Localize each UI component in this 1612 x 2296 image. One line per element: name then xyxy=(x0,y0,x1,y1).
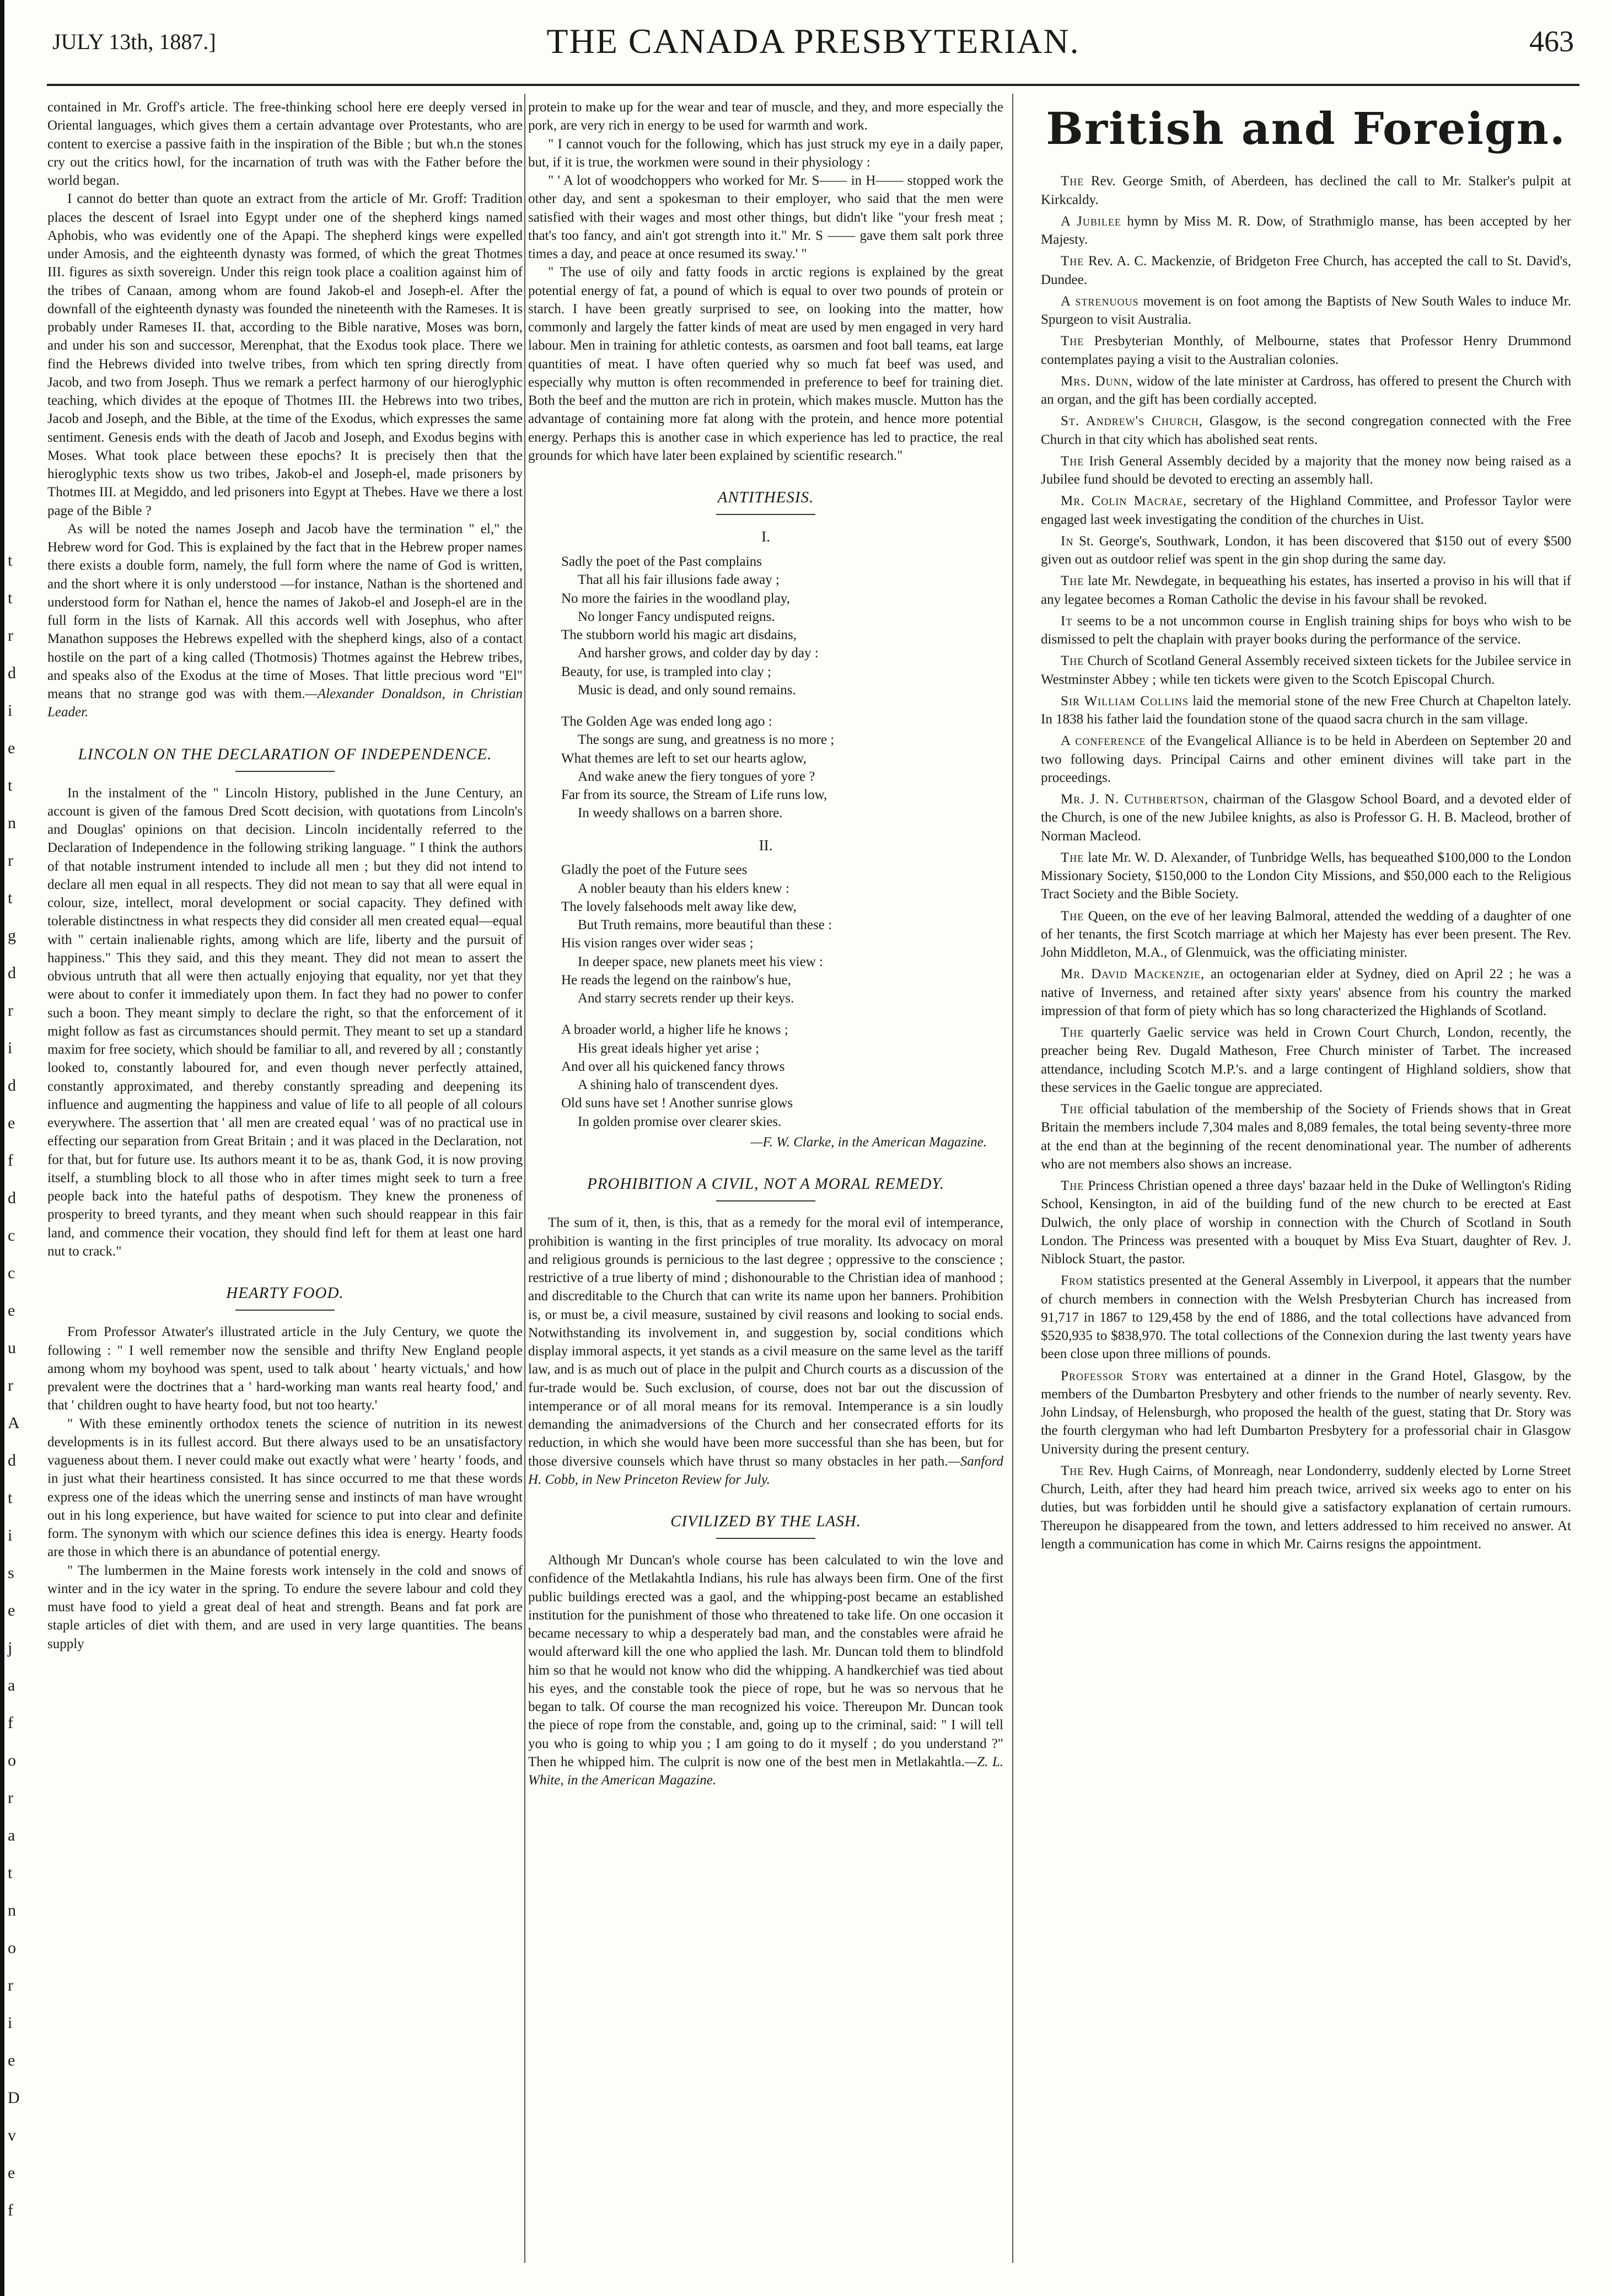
margin-mark: a xyxy=(8,1676,15,1694)
article-paragraph: " I cannot vouch for the following, which has just struck my eye in a daily paper, but, if it is true, the workmen were sound in their physiology : xyxy=(528,136,1003,170)
news-items xyxy=(1041,172,1571,1553)
poem-line: A broader world, a higher life he knows ; xyxy=(561,1022,788,1038)
news-item-text: chairman of the Glasgow School Board, and a devoted elder of the Church, is one of the new Jubilee knights, as also is Professor G. H. B. Macleod, brother of Norman Macleod. xyxy=(1041,792,1571,844)
margin-mark: u xyxy=(8,1339,16,1357)
margin-mark: e xyxy=(8,1114,15,1132)
margin-mark: t xyxy=(8,776,13,795)
news-item xyxy=(1041,1100,1571,1173)
news-item-lead: The xyxy=(1061,174,1084,189)
news-item-text: statistics presented at the General Assembly in Liverpool, it appears that the number of church members in connection with the Welsh Presbyterian Church has increased from 91,717 in 1867 to 129,458 by the end of 1886, and the total collections have advanced from $520,935 to $838,970. The total collections of the Connexion during the last twenty years have been close upon three millions of pounds. xyxy=(1041,1273,1571,1362)
article-paragraph xyxy=(528,1214,1003,1489)
news-item xyxy=(1041,372,1571,409)
news-item xyxy=(1041,1023,1571,1097)
margin-mark: t xyxy=(8,1864,13,1882)
poem-line: His great ideals higher yet arise ; xyxy=(578,1040,760,1056)
poem-line: The Golden Age was ended long ago : xyxy=(561,714,772,729)
page-number: 463 xyxy=(1529,25,1574,58)
poem-line: He reads the legend on the rainbow's hue, xyxy=(561,972,791,988)
poem-line: A shining halo of transcendent dyes. xyxy=(578,1077,778,1093)
margin-mark: r xyxy=(8,1376,13,1394)
margin-mark: t xyxy=(8,551,13,570)
news-item-text: hymn by Miss M. R. Dow, of Strathmiglo manse, has been accepted by her Majesty. xyxy=(1041,213,1571,248)
article-paragraph: " The use of oily and fatty foods in arctic regions is explained by the great potential energy of fat, a pound of which is equal to over two pounds of protein or starch. I have been greatly surprised to see, on looking into the matter, how commonly and largely the fatter kinds of meat are used by men engaged in very hard labour. Men in training for athletic contests, as oarsmen and foot ball teams, eat large quantities of meat. I have often queried why so much fat beef was used, and especially why mutton is often recommended in preference to beef for training diet. Both the beef and the mutton are rich in protein, which makes muscle. Mutton has the advantage of containing more fat along with the protein, and hence more potential energy. Perhaps this is another case in which experience has led to practice, the real grounds for which have later been explained by scientific research." xyxy=(528,265,1003,463)
news-item xyxy=(1041,907,1571,962)
news-item-lead: A Jubilee xyxy=(1061,213,1121,229)
column-rule xyxy=(524,94,525,2263)
news-item xyxy=(1041,172,1571,209)
margin-mark: d xyxy=(8,1451,16,1469)
margin-mark: r xyxy=(8,851,13,870)
news-item xyxy=(1041,252,1571,289)
column-2 xyxy=(528,98,1003,2263)
poem-part-number: II. xyxy=(759,836,773,854)
margin-mark: t xyxy=(8,889,13,907)
column-3 xyxy=(1041,98,1571,2263)
news-item-lead: In xyxy=(1061,533,1074,549)
margin-mark: i xyxy=(8,1039,13,1057)
heading-rule xyxy=(716,514,815,515)
poem-line: And starry secrets render up their keys. xyxy=(578,991,794,1006)
news-item xyxy=(1041,1367,1571,1458)
header-rule xyxy=(47,84,1579,86)
news-item xyxy=(1041,292,1571,329)
paragraph-text: As will be noted the names Joseph and Jacob have the termination " el," the Hebrew word for God. This is explained by the fact that in the Hebrew proper names there exists a double form, namely, the full form where the name of God is written, and the short where it is only understood —for instance, Nathan is the shortened and understood form for Nathan el, hence the names of Jakob-el and Joseph-el are in the full form in the lists of Karnak. All this accords well with Josephus, who after Manathon supposes the Hebrews expelled with the shepherd kings, also of a contact hostile on the part of a king called (Thotmosis) Thotmes against the Hebrew tribes, and speaks also of the Exodus at the time of Moses. That little precious word "El" means that no strange god was with them. xyxy=(47,521,523,701)
margin-mark: j xyxy=(8,1639,13,1657)
news-item xyxy=(1041,612,1571,649)
news-item-text: Rev. A. C. Mackenzie, of Bridgeton Free Church, has accepted the call to St. David's, Dundee. xyxy=(1041,254,1571,287)
news-item-lead: The xyxy=(1061,653,1084,669)
news-item-text: Church of Scotland General Assembly received sixteen tickets for the Jubilee service in Westminster Abbey ; while ten tickets were given to the Scotch Episcopal Church. xyxy=(1041,653,1571,687)
news-item-lead: It xyxy=(1061,613,1073,629)
news-item-text: Rev. Hugh Cairns, of Monreagh, near Londonderry, suddenly elected by Lorne Street Church, Leith, after they had heard him preach twice, arrived six weeks ago to enter on his duties, but was forbidden until he should give a satisfactory explanation of certain rumours. Thereupon he disappeared from the town, and letters addressed to him received no answer. At length a communication has come in which Mr. Cairns resigns the appointment. xyxy=(1041,1463,1571,1552)
news-item-lead: The xyxy=(1061,1102,1084,1117)
margin-mark: e xyxy=(8,2051,15,2069)
heading-rule xyxy=(235,771,335,772)
news-item-text: Queen, on the eve of her leaving Balmoral, attended the wedding of a daughter of one of her tenants, the first Scotch marriage at which her Majesty has ever been present. The Rev. John Middleton, M.A., of Glenmuick, was the officiating minister. xyxy=(1041,908,1571,961)
news-item-text: seems to be a not uncommon course in English training ships for boys who wish to be dismissed to pelt the chaplain with prayer books during the performance of the service. xyxy=(1041,613,1571,647)
margin-mark: r xyxy=(8,1976,13,1994)
poem-attribution: —F. W. Clarke, in the American Magazine. xyxy=(750,1134,987,1150)
poem-line: What themes are left to set our hearts aglow, xyxy=(561,750,807,766)
news-item xyxy=(1041,1462,1571,1553)
british-and-foreign-title: British and Foreign. xyxy=(1046,103,1566,154)
article-paragraph: " ' A lot of woodchoppers who worked for Mr. S—— in H—— stopped work the other day, and sent a spokesman to their employer, who said that the men were satisfied with their wages and most other things, but didn't like "your fresh meat ; that's too fancy, and ain't got strength into it." Mr. S —— gave them salt pork three times a day, and peace at once resumed its sway.' " xyxy=(528,173,1003,261)
margin-mark: c xyxy=(8,1264,15,1282)
poem-line: No longer Fancy undisputed reigns. xyxy=(578,609,775,624)
news-item-lead: The xyxy=(1061,908,1084,924)
news-item-lead: The xyxy=(1061,453,1084,469)
news-item xyxy=(1041,212,1571,249)
margin-mark: f xyxy=(8,2201,13,2219)
news-item-lead: A conference xyxy=(1061,733,1146,749)
poem-line: The stubborn world his magic art disdains, xyxy=(561,627,797,643)
attribution: —Z. L. White, in the American Magazine. xyxy=(528,1754,1003,1788)
section-heading-prohibition: PROHIBITION A CIVIL, NOT A MORAL REMEDY. xyxy=(587,1175,944,1193)
section-heading-antithesis: ANTITHESIS. xyxy=(717,489,814,506)
attribution: —Alexander Donaldson, in Christian Leader. xyxy=(47,686,523,720)
margin-mark: n xyxy=(8,1901,16,1919)
poem-line: The songs are sung, and greatness is no more ; xyxy=(578,732,835,748)
news-item-lead: The xyxy=(1061,334,1084,349)
poem-line: Far from its source, the Stream of Life runs low, xyxy=(561,787,828,803)
news-item-lead: Mr. David Mackenzie, xyxy=(1061,967,1205,982)
margin-bleed-marks xyxy=(8,99,29,2250)
poem-line: No more the fairies in the woodland play, xyxy=(561,591,790,606)
poem-line: Beauty, for use, is trampled into clay ; xyxy=(561,664,771,679)
news-item-lead: The xyxy=(1061,1025,1084,1040)
margin-mark: d xyxy=(8,664,16,682)
news-item xyxy=(1041,849,1571,904)
poem-line: In weedy shallows on a barren shore. xyxy=(578,806,783,821)
news-item-lead: Professor Story xyxy=(1061,1368,1169,1383)
paragraph-text: Although Mr Duncan's whole course has been calculated to win the love and confidence of the Metlakahtla Indians, his rule has always been firm. One of the first public buildings erected was a gaol, and the whipping-post became an established institution for the punishment of those who threatened to take life. On one occasion it became necessary to whip a desperately bad man, and the constables were afraid he would afterward kill the one who applied the lash. Mr. Duncan told them to blindfold him so that he would not know who did the whipping. A handkerchief was tied about his eyes, and the constable took the piece of rope, but he was so nervous that he began to talk. Of course the man recognized his voice. Thereupon Mr. Duncan took the piece of rope from the constable, and, going up to the criminal, said: " I will tell you who is going to whip you ; I am going to do it myself ; do you understand ?" Then he whipped him. The culprit is now one of the best men in Metlakahtla. xyxy=(528,1553,1003,1769)
poem-stanza xyxy=(561,1021,1003,1131)
article-paragraph: protein to make up for the wear and tear of muscle, and they, and more especially the pork, are very rich in energy to be used for warmth and work. xyxy=(528,100,1003,133)
news-item-lead: Mr. J. N. Cuthbertson, xyxy=(1061,792,1209,807)
margin-mark: o xyxy=(8,1939,16,1957)
news-item xyxy=(1041,332,1571,369)
column-1 xyxy=(47,98,523,2263)
poem-line: And over all his quickened fancy throws xyxy=(561,1059,785,1074)
heading-rule xyxy=(716,1538,815,1539)
news-item-lead: A strenuous xyxy=(1061,293,1139,309)
margin-mark: r xyxy=(8,626,13,645)
attribution: —Sanford H. Cobb, in New Princeton Review for July. xyxy=(528,1453,1003,1487)
news-item-text: secretary of the Highland Committee, and Professor Taylor were engaged last week investigating the condition of the churches in Uist. xyxy=(1041,493,1571,527)
news-item xyxy=(1041,1177,1571,1268)
margin-mark: d xyxy=(8,964,16,982)
news-item xyxy=(1041,1272,1571,1363)
article-paragraph xyxy=(528,1551,1003,1789)
margin-mark: t xyxy=(8,1489,13,1507)
page-header xyxy=(52,21,1574,73)
article-paragraph: I cannot do better than quote an extract from the article of Mr. Groff: Tradition places the descent of Israel into Egypt under one of the shepherd kings named Aphobis, who was evidently one of the Apapi. The shepherd kings were expelled under Amosis, and the eighteenth dynasty was formed, of which the great Thotmes III. figures as sixth sovereign. Under this reign took place a coalition against him of the tribes of Canaan, among whom are found Jakob-el and Joseph-el. After the downfall of the eighteenth dynasty was founded the nineteenth with the Rameses. It is probably under Rameses II. that, according to the Bible narative, Moses was born, and under his son and successor, Merenphat, that the Exodus took place. There we find the Hebrews divided into twelve tribes, from which ten spring directly from Jacob, and two from Joseph. Thus we remark a perfect harmony of our hieroglyphic teaching, which divides at the epoque of Thotmes III. the Hebrews into two tribes, Jacob and Joseph, and the Bible, at the time of the Exodus, which expresses the same sentiment. Genesis ends with the death of Jacob and Joseph, and Exodus begins with Moses. What took place between these epochs? It is precisely then that the hieroglyphic texts show us two tribes, Jakob-el and Joseph-el, made prisoners by Thotmes III. at Megiddo, and led prisoners into Egypt at Thebes. Have we there a lost page of the Bible ? xyxy=(47,191,523,518)
margin-mark: i xyxy=(8,1526,13,1544)
news-item xyxy=(1041,452,1571,489)
section-heading-civilized: CIVILIZED BY THE LASH. xyxy=(670,1512,861,1531)
poem-line: But Truth remains, more beautiful than these : xyxy=(578,918,832,933)
poem-line: Gladly the poet of the Future sees xyxy=(561,862,748,878)
margin-mark: n xyxy=(8,814,16,832)
poem-part-number: I. xyxy=(761,528,770,545)
margin-mark: i xyxy=(8,2014,13,2032)
margin-mark: e xyxy=(8,2164,15,2182)
news-item-text: Irish General Assembly decided by a majority that the money now being raised as a Jubilee fund should be devoted to erecting an assembly hall. xyxy=(1041,453,1571,487)
news-item-text: late Mr. Newdegate, in bequeathing his estates, has inserted a proviso in his will that if any legatee becomes a Roman Catholic the devise in his favour shall be revoked. xyxy=(1041,573,1571,607)
news-item xyxy=(1041,692,1571,729)
poem-stanza xyxy=(561,552,1003,699)
section-heading-hearty-food: HEARTY FOOD. xyxy=(226,1284,344,1302)
margin-mark: c xyxy=(8,1226,15,1244)
heading-rule xyxy=(716,1200,815,1201)
news-item-text: Rev. George Smith, of Aberdeen, has declined the call to Mr. Stalker's pulpit at Kirkcaldy. xyxy=(1041,174,1571,207)
news-item-lead: St. Andrew's Church, xyxy=(1061,414,1203,429)
article-paragraph: From Professor Atwater's illustrated article in the July Century, we quote the following : " I well remember now the sensible and thrifty New England people among whom my boyhood was spent, used to talk about ' hearty victuals,' and how prevalent were the doctrines that a ' hard-working man wants real hearty food,' and that ' children ought to have hearty food, but not too hearty.' xyxy=(47,1324,523,1413)
margin-mark: i xyxy=(8,701,13,720)
news-item-text: quarterly Gaelic service was held in Crown Court Church, London, recently, the preacher being Rev. Dugald Matheson, Free Church minister of Tarbet. The increased attendance, including Scotch M.P.'s. and a large contingent of Highland soldiers, show that these services in the Gaelic tongue are appreciated. xyxy=(1041,1025,1571,1095)
news-item xyxy=(1041,790,1571,845)
article-paragraph: " With these eminently orthodox tenets the science of nutrition in its newest developments is in its fullest accord. But there always used to be an unsatisfactory vagueness about them. I never could make out exactly what were ' hearty ' foods, and in just what their heartiness consisted. It has since occurred to me that these words express one of the ideas which the unerring sense and instincts of man have wrought out in his long experience, but have waited for science to put into clear and definite form. The synonym with which our science defines this idea is energy. Hearty foods are those in which there is an abundance of potential energy. xyxy=(47,1416,523,1560)
poem-line: And wake anew the fiery tongues of yore ? xyxy=(578,769,815,784)
issue-date: JULY 13th, 1887.] xyxy=(52,29,216,54)
news-item-lead: Sir William Collins xyxy=(1061,693,1189,709)
poem-line: In golden promise over clearer skies. xyxy=(578,1114,782,1129)
poem-stanza xyxy=(561,712,1003,823)
news-item xyxy=(1041,492,1571,529)
news-item-text: of the Evangelical Alliance is to be held in Aberdeen on September 20 and two following days. Principal Cairns and other eminent divines will take part in the proceedings. xyxy=(1041,733,1571,785)
poem-line: That all his fair illusions fade away ; xyxy=(578,572,780,588)
poem-line: And harsher grows, and colder day by day : xyxy=(578,646,819,661)
news-item-lead: The xyxy=(1061,254,1084,269)
paragraph-text: The sum of it, then, is this, that as a remedy for the moral evil of intemperance, prohibition is wanting in the first principles of true morality. Its advocacy on moral and religious grounds is pernicious to the last degree ; oppressive to the conscience ; restrictive of a true liberty of mind ; dishonourable to the Christian idea of manhood ; and discreditable to the Church that can write its name upon her banners. Prohibition is, or must be, a civil measure, sustained by civil reasons and looking to social ends. Notwithstanding its involvement in, and suggestion by, social conditions which display immoral aspects, it yet stands as a civil measure on the same level as the tariff law, and is as much out of place in the pulpit and Church courts as a discussion of the fur-trade would be. Such exclusion, of course, does not bar out the discussion of intemperance or of all moral means for its removal. Intemperance is a sin loudly demanding the animadversions of the Church and her consecrated efforts for its reduction, in which she would have been more successful than she has been, but for those diversive counsels which have thrust so many obstacles in her path. xyxy=(528,1215,1003,1469)
news-item xyxy=(1041,572,1571,609)
margin-mark: d xyxy=(8,1076,16,1095)
margin-mark: f xyxy=(8,1151,13,1170)
news-item xyxy=(1041,412,1571,449)
margin-mark: g xyxy=(8,926,16,945)
margin-mark: t xyxy=(8,589,13,607)
margin-mark: e xyxy=(8,739,15,757)
news-item-lead: The xyxy=(1061,850,1084,865)
news-item-lead: The xyxy=(1061,573,1084,589)
margin-mark: r xyxy=(8,1789,13,1807)
news-item-lead: The xyxy=(1061,1463,1084,1478)
margin-mark: v xyxy=(8,2126,16,2144)
news-item-lead: Mr. Colin Macrae, xyxy=(1061,493,1187,509)
news-item-text: late Mr. W. D. Alexander, of Tunbridge Wells, has bequeathed $100,000 to the London Missionary Society, $150,000 to the London City Missions, and $50,000 each to the Religious Tract Society and the Bible Society. xyxy=(1041,850,1571,902)
news-item-text: widow of the late minister at Cardross, has offered to present the Church with an organ, and the gift has been cordially accepted. xyxy=(1041,373,1571,407)
poem-line: A nobler beauty than his elders knew : xyxy=(578,881,789,896)
masthead-title: THE CANADA PRESBYTERIAN. xyxy=(546,22,1080,61)
margin-mark: f xyxy=(8,1714,13,1732)
news-item-text: an octogenarian elder at Sydney, died on April 22 ; he was a native of Inverness, and retained after sixty years' absence from his country the marked impression of that form of piety which has so long characterized the Highlands of Scotland. xyxy=(1041,967,1571,1018)
article-paragraph xyxy=(47,520,523,722)
news-item-text: Presbyterian Monthly, of Melbourne, states that Professor Henry Drummond contemplates paying a visit to the Australian colonies. xyxy=(1041,334,1571,367)
poem-line: The lovely falsehoods melt away like dew, xyxy=(561,899,797,914)
margin-mark: s xyxy=(8,1564,14,1582)
news-item-lead: From xyxy=(1061,1273,1093,1289)
margin-mark: a xyxy=(8,1826,15,1844)
margin-mark: e xyxy=(8,1301,15,1319)
news-item-text: official tabulation of the membership of the Society of Friends shows that in Great Britain the members include 7,304 males and 8,089 females, the total being seventy-three more at the end than at the beginning of the recent denominational year. The number of adherents who are not members also shows an increase. xyxy=(1041,1102,1571,1172)
article-paragraph: In the instalment of the " Lincoln History, published in the June Century, an account is given of the famous Dred Scott decision, with quotations from Lincoln's and Douglas' opinions on that decision. Lincoln incidentally referred to the Declaration of Independence in the following striking language. " I think the authors of that notable instrument intended to include all men ; but they did not intend to declare all men equal in all respects. They did not mean to say that all were equal in colour, size, intellect, moral development or social capacity. They defined with tolerable distinctness in what respects they did consider all men created equal—equal with " certain inalienable rights, among which are life, liberty and the pursuit of happiness." This they said, and this they meant. They did not mean to assert the obvious untruth that all were then actually enjoying that equality, nor yet that they were about to confer it immediately upon them. In fact they had no power to confer such a boon. They meant simply to declare the right, so that the enforcement of it might follow as fast as circumstances should permit. They meant to set up a standard maxim for free society, which should be familiar to all, and revered by all ; constantly looked to, constantly laboured for, and even though never perfectly attained, constantly approximated, and thereby constantly spreading and deepening its influence and augmenting the happiness and value of life to all people of all colours everywhere. The assertion that ' all men are created equal ' was of no practical use in effecting our separation from Great Britain ; and it was placed in the Declaration, not for that, but for future use. Its authors meant it to be as, thank God, it is now proving itself, a stumbling block to all those who in after times might seek to turn a free people back into the hateful paths of despotism. They knew the proneness of prosperity to breed tyrants, and they meant when such should reappear in this fair land, and commence their vocation, they should find left for them at least one hard nut to crack." xyxy=(47,785,523,1259)
margin-mark: D xyxy=(8,2089,20,2107)
news-item xyxy=(1041,965,1571,1020)
article-paragraph: " The lumbermen in the Maine forests work intensely in the cold and snows of winter and in the icy water in the spring. To endure the severe labour and cold they must have food to yield a great deal of heat and strength. Beans and fat pork are staple articles of diet with them, and are used in very large quantities. The beans supply xyxy=(47,1563,523,1651)
margin-mark: d xyxy=(8,1189,16,1207)
news-item xyxy=(1041,652,1571,689)
poem-line: Sadly the poet of the Past complains xyxy=(561,554,762,570)
poem-line: Music is dead, and only sound remains. xyxy=(578,682,796,698)
news-item xyxy=(1041,532,1571,569)
margin-mark: o xyxy=(8,1751,16,1769)
poem-line: Old suns have set ! Another sunrise glows xyxy=(561,1096,793,1111)
margin-mark: r xyxy=(8,1001,13,1020)
news-item-text: laid the memorial stone of the new Free Church at Chapelton lately. In 1838 his father laid the foundation stone of the quaod sacra church in the sam village. xyxy=(1041,693,1571,727)
heading-rule xyxy=(235,1310,335,1311)
news-item-lead: The xyxy=(1061,1178,1084,1194)
news-item-text: Glasgow, is the second congregation connected with the Free Church in that city which has abolished seat rents. xyxy=(1041,414,1571,447)
news-item xyxy=(1041,732,1571,787)
margin-mark: e xyxy=(8,1601,15,1619)
section-heading-lincoln: LINCOLN ON THE DECLARATION OF INDEPENDENCE. xyxy=(78,745,492,763)
column-rule xyxy=(1012,94,1013,2263)
news-item-lead: Mrs. Dunn, xyxy=(1061,373,1133,389)
news-item-text: St. George's, Southwark, London, it has been discovered that $150 out of every $500 given out as outdoor relief was spent in the gin shop during the same day. xyxy=(1041,533,1571,567)
binding-edge xyxy=(0,0,4,2296)
news-item-text: Princess Christian opened a three days' bazaar held in the Duke of Wellington's Riding School, Kensington, in aid of the building fund of the new church to be erected at East Dulwich, the only place of worship in connection with the Church of Scotland in South London. The Princess was presented with a bouquet by Miss Eva Stuart, daughter of Rev. J. Niblock Stuart, the pastor. xyxy=(1041,1178,1571,1267)
poem-line: His vision ranges over wider seas ; xyxy=(561,936,754,951)
margin-mark: A xyxy=(8,1414,20,1432)
article-paragraph: contained in Mr. Groff's article. The free-thinking school here ere deeply versed in Oriental languages, which gives them a certain advantage over Protestants, who are content to exercise a passive faith in the inspiration of the Bible ; but wh.n the stones cry out the critics howl, for the incarnation of truth was with the Father before the world began. xyxy=(47,100,523,188)
poem-line: In deeper space, new planets meet his view : xyxy=(578,954,823,969)
news-item-text: movement is on foot among the Baptists of New South Wales to induce Mr. Spurgeon to visit Australia. xyxy=(1041,293,1571,328)
news-item-text: was entertained at a dinner in the Grand Hotel, Glasgow, by the members of the Dumbarton Presbytery and other friends to the number of nearly seventy. Rev. John Lindsay, of Helensburgh, who proposed the health of the guest, stating that Dr. Story was the fourth clergyman who had left Dumbarton Presbytery for a professorial chair in Glasgow University during the present century. xyxy=(1041,1368,1571,1457)
poem-stanza xyxy=(561,861,1003,1007)
